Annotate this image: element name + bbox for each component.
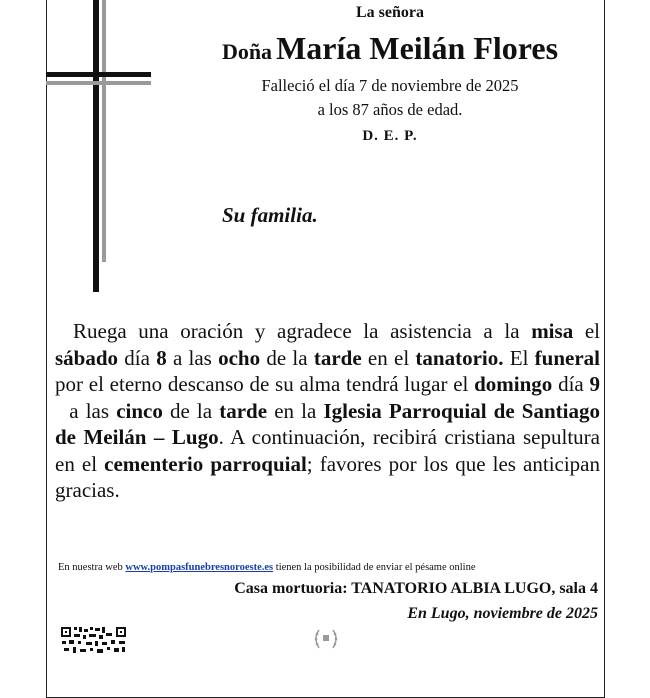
bold-span: sábado [55,345,119,370]
service-details [55,318,600,504]
bold-span: tanatorio. [415,345,504,370]
dep-text: D. E. P. [362,128,418,144]
bold-span: 9 [589,372,600,396]
text-span: de la [260,345,314,370]
text-span: día [118,345,157,370]
title-la-senora: La señora [356,4,424,21]
text-span: en el [361,345,416,370]
text-span: ; favores por los que les anticipan gracias. [55,451,601,502]
bold-span: Iglesia Parroquial de Santiago de Meilán – Lugo [55,398,600,449]
cross-horizontal-light [46,81,151,85]
text-span: el [573,319,600,343]
bold-span: tarde [313,345,362,370]
bold-span: ocho [218,345,261,370]
qr-code-icon[interactable] [60,625,128,655]
bold-span: 8 [156,345,167,370]
family-signature: Su familia. [222,203,318,227]
text-span: . A continuación, recibirá cristiana sepultura en el [55,425,600,476]
bold-span: cinco [116,398,163,423]
deceased-name [160,30,620,67]
text-span: de la [162,398,220,423]
text-span: El [503,345,535,370]
text-span: en la [267,398,324,423]
web-suffix: tienen la posibilidad de enviar el pésame online [273,562,476,573]
cross-vertical-dark [93,0,99,292]
bold-span: misa [531,319,574,343]
text-span: a las [55,398,117,423]
bold-span: domingo [474,372,553,396]
cross-vertical-light [102,0,106,262]
age-line: a los 87 años de edad. [317,100,463,119]
text-span: a las [166,345,219,370]
casa-value: TANATORIO ALBIA LUGO, sala 4 [351,580,598,597]
web-prefix: En nuestra web [58,562,126,573]
bold-span: tarde [219,398,268,423]
text-span: por el eterno descanso de su alma tendrá lugar el [55,372,475,396]
web-note [58,562,476,573]
text-span: día [552,372,590,396]
website-link[interactable]: www.pompasfunebresnoroeste.es [125,562,274,573]
death-date-line: Falleció el día 7 de noviembre de 2025 [261,76,519,95]
funeral-home [234,580,598,598]
name-prefix: Doña [221,39,273,64]
laurel-emblem-icon [311,626,341,652]
bold-span: cementerio parroquial [104,451,307,476]
casa-label: Casa mortuoria: [234,580,352,597]
name-main: María Meilán Flores [276,30,559,66]
place-date: En Lugo, noviembre de 2025 [407,605,598,622]
cross-horizontal-dark [46,72,151,77]
text-span: Ruega una oración y agradece la asistencia a la [73,319,532,343]
bold-span: funeral [534,345,600,370]
